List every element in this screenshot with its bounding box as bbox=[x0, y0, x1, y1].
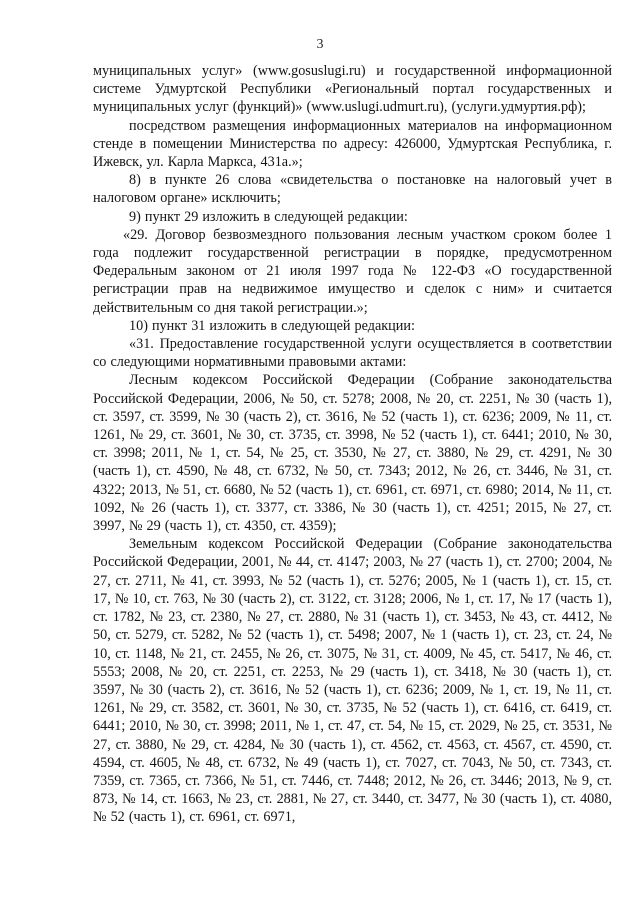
paragraph-item-10: 10) пункт 31 изложить в следующей редакции: bbox=[129, 317, 415, 334]
paragraph-item-9: 9) пункт 29 изложить в следующей редакции: bbox=[129, 208, 408, 225]
paragraph-forest-code: Лесным кодексом Российской Федерации (Собрание законодательства Российской Федерации, 2006, № 50, ст. 5278; 2008, № 20, ст. 2251, № 30 (часть 1), ст. 3597, ст. 3599, № 30 (часть 2), ст. 3616, № 52 (часть 1), ст. 6236; 2009, № 11, ст. 1261, № 29, ст. 3601, № 30, ст. 3735, ст. 3998, № 52 (часть 1), ст. 6441; 2010, № 30, ст. 3998; 2011, № 1, ст. 54, № 25, ст. 3530, № 27, ст. 3880, № 29, ст. 4291, № 30 (часть 1), ст. 4590, № 48, ст. 6732, № 50, ст. 7343; 2012, № 26, ст. 3446, № 31, ст. 4322; 2013, № 51, ст. 6680, № 52 (часть 1), ст. 6961, ст. 6971, ст. 6980; 2014, № 11, ст. 1092, № 26 (часть 1), ст. 3377, ст. 3386, № 30 (часть 1), ст. 4251; 2015, № 27, ст. 3997, № 29 (часть 1), ст. 4350, ст. 4359); bbox=[93, 372, 612, 535]
paragraph-info-stand: посредством размещения информационных материалов на информационном стенде в помещении Министерства по адресу: 426000, Удмуртская Республика, г. Ижевск, ул. Карла Маркса, 431а.»; bbox=[93, 117, 612, 171]
paragraph-item-8: 8) в пункте 26 слова «свидетельства о постановке на налоговый учет в налоговом органе» исключить; bbox=[93, 172, 612, 207]
paragraph-clause-29: «29. Договор безвозмездного пользования лесным участком сроком более 1 года подлежит государственной регистрации в порядке, предусмотренном Федеральным законом от 21 июля 1997 года № 122-ФЗ «О государственной регистрации прав на недвижимое имущество и сделок с ним» и считается действительным со дня такой регистрации.»; bbox=[93, 226, 612, 316]
paragraph-portal-continuation: муниципальных услуг» (www.gosuslugi.ru) и государственной информационной системе Удмуртской Республики «Региональный портал государственных и муниципальных услуг (функций)» (www.uslugi.udmurt.ru), (услуги.удмуртия.рф); bbox=[93, 63, 612, 116]
paragraph-land-code: Земельным кодексом Российской Федерации (Собрание законодательства Российской Федерации, 2001, № 44, ст. 4147; 2003, № 27 (часть 1), ст. 2700; 2004, № 27, ст. 2711, № 41, ст. 3993, № 52 (часть 1), ст. 5276; 2005, № 1 (часть 1), ст. 15, ст. 17, № 10, ст. 763, № 30 (часть 2), ст. 3122, ст. 3128; 2006, № 1, ст. 17, № 17 (часть 1), ст. 1782, № 23, ст. 2380, № 27, ст. 2880, № 31 (часть 1), ст. 3453, № 43, ст. 4412, № 50, ст. 5279, ст. 5282, № 52 (часть 1), ст. 5498; 2007, № 1 (часть 1), ст. 23, ст. 24, № 10, ст. 1148, № 21, ст. 2455, № 26, ст. 3075, № 31, ст. 4009, № 45, ст. 5417, № 46, ст. 5553; 2008, № 20, ст. 2251, ст. 2253, № 29 (часть 1), ст. 3418, № 30 (часть 1), ст. 3597, № 30 (часть 2), ст. 3616, № 52 (часть 1), ст. 6236; 2009, № 1, ст. 19, № 11, ст. 1261, № 29, ст. 3582, ст. 3601, № 30, ст. 3735, № 52 (часть 1), ст. 6416, ст. 6419, ст. 6441; 2010, № 30, ст. 3998; 2011, № 1, ст. 47, ст. 54, № 15, ст. 2029, № 25, ст. 3531, № 27, ст. 3880, № 29, ст. 4284, № 30 (часть 1), ст. 4562, ст. 4563, ст. 4567, ст. 4590, ст. 4594, ст. 4605, № 48, ст. 6732, № 49 (часть 1), ст. 7027, ст. 7043, № 50, ст. 7343, ст. 7359, ст. 7365, ст. 7366, № 51, ст. 7446, ст. 7448; 2012, № 26, ст. 3446; 2013, № 9, ст. 873, № 14, ст. 1663, № 23, ст. 2881, № 27, ст. 3440, ст. 3477, № 30 (часть 1), ст. 4080, № 52 (часть 1), ст. 6961, ст. 6971, bbox=[93, 536, 612, 826]
paragraph-clause-31: «31. Предоставление государственной услуги осуществляется в соответствии со следующими нормативными правовыми актами: bbox=[93, 336, 612, 371]
document-body bbox=[93, 62, 612, 827]
page-number: 3 bbox=[316, 37, 324, 52]
